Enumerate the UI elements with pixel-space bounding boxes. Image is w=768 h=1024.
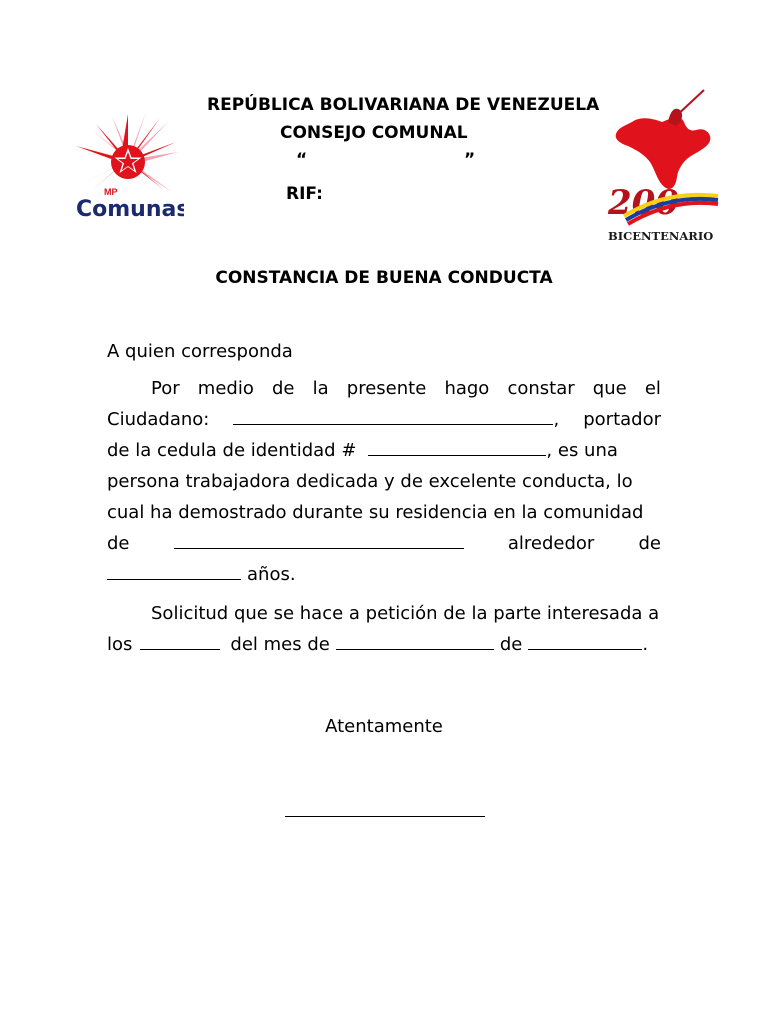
bicentenario-number: 200 — [608, 183, 679, 223]
p1-line-1: Por medio de la presente hago constar que el — [151, 378, 661, 399]
paragraph-body — [107, 373, 661, 590]
comunas-logo — [72, 112, 184, 227]
header-quote-open: “ — [296, 150, 308, 170]
citizen-name-field[interactable] — [233, 423, 553, 425]
p1-line-7: años. — [107, 559, 661, 590]
p1-line-5: cual ha demostrado durante su residencia en la comunidad — [107, 502, 644, 523]
comunas-logo-mp: MP — [104, 187, 118, 197]
header-quote-close: ” — [464, 150, 476, 170]
p1-line-6: de alrededor de — [107, 533, 661, 554]
comunas-logo-text: Comunas — [76, 197, 184, 222]
years-field[interactable] — [107, 578, 241, 580]
header-rif: RIF: — [286, 184, 323, 204]
bicentenario-text: BICENTENARIO — [608, 229, 714, 243]
signature-line[interactable] — [285, 816, 485, 817]
month-field[interactable] — [336, 648, 494, 650]
header-country: REPÚBLICA BOLIVARIANA DE VENEZUELA — [207, 95, 600, 115]
closing-text: Atentamente — [325, 716, 443, 737]
salutation — [107, 336, 661, 367]
document-title: CONSTANCIA DE BUENA CONDUCTA — [215, 268, 553, 288]
salutation-text: A quien corresponda — [107, 341, 293, 362]
bicentenario-logo — [604, 88, 722, 246]
p2-line-1: Solicitud que se hace a petición de la parte interesada a — [151, 603, 660, 624]
p2-line-2: los del mes de de . — [107, 634, 649, 655]
community-field[interactable] — [174, 547, 464, 549]
year-field[interactable] — [528, 648, 642, 650]
p1-line-4: persona trabajadora dedicada y de excelente conducta, lo — [107, 471, 633, 492]
p1-line-3: de la cedula de identidad # , es una — [107, 440, 618, 461]
paragraph-request — [107, 598, 661, 660]
id-number-field[interactable] — [368, 454, 546, 456]
day-field[interactable] — [140, 648, 220, 650]
header-council: CONSEJO COMUNAL — [280, 123, 468, 143]
p1-line-2: Ciudadano: , portador — [107, 409, 661, 430]
